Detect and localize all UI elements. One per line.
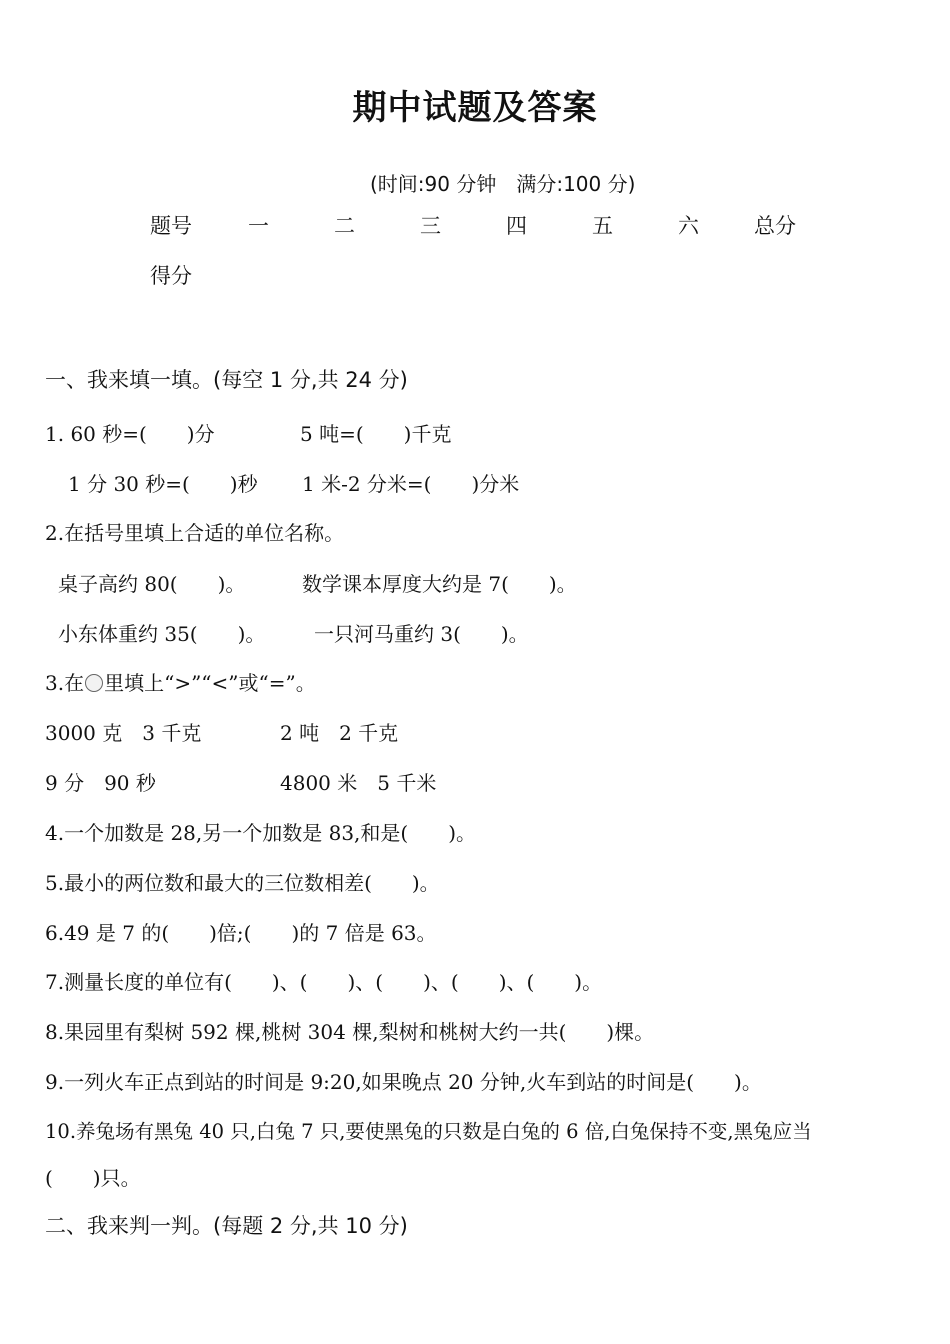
comparison-circle-icon bbox=[85, 674, 103, 692]
question-3-stem bbox=[45, 667, 316, 696]
question-2d: 一只河马重约 3( )。 bbox=[314, 622, 529, 646]
exam-time-score-info: (时间:90 分钟 满分:100 分) bbox=[370, 172, 636, 196]
question-3a: 3000 克 3 千克 bbox=[45, 721, 202, 745]
page-title: 期中试题及答案 bbox=[352, 88, 598, 128]
question-1a: 1. 60 秒=( )分 bbox=[45, 422, 215, 446]
score-header-cell: 三 bbox=[420, 214, 441, 238]
question-4: 4.一个加数是 28,另一个加数是 83,和是( )。 bbox=[45, 821, 477, 845]
score-header-cell: 二 bbox=[334, 214, 355, 238]
score-header-cell: 五 bbox=[592, 214, 613, 238]
score-table bbox=[150, 210, 850, 310]
score-row-label: 得分 bbox=[150, 264, 192, 288]
question-1c: 1 分 30 秒=( )秒 bbox=[68, 472, 258, 496]
question-3c: 9 分 90 秒 bbox=[45, 771, 156, 795]
score-table-header-row bbox=[150, 210, 850, 260]
question-1b: 5 吨=( )千克 bbox=[300, 422, 452, 446]
question-6: 6.49 是 7 的( )倍;( )的 7 倍是 63。 bbox=[45, 921, 437, 945]
question-2a: 桌子高约 80( )。 bbox=[58, 572, 246, 596]
question-7: 7.测量长度的单位有( )、( )、( )、( )、( )。 bbox=[45, 970, 603, 994]
score-header-cell: 一 bbox=[248, 214, 269, 238]
question-10-line1: 10.养兔场有黑兔 40 只,白兔 7 只,要使黑兔的只数是白兔的 6 倍,白兔保持不变,黑兔应当 bbox=[45, 1120, 812, 1143]
score-header-cell: 题号 bbox=[150, 214, 192, 238]
score-table-score-row bbox=[150, 260, 850, 310]
question-2-stem: 2.在括号里填上合适的单位名称。 bbox=[45, 521, 345, 545]
score-header-cell: 总分 bbox=[754, 214, 796, 238]
question-3-stem-post: 里填上“>”“<”或“=”。 bbox=[104, 671, 316, 695]
score-header-cell: 六 bbox=[678, 214, 699, 238]
question-2b: 数学课本厚度大约是 7( )。 bbox=[302, 572, 577, 596]
question-8: 8.果园里有梨树 592 棵,桃树 304 棵,梨树和桃树大约一共( )棵。 bbox=[45, 1020, 655, 1044]
section-2-heading: 二、我来判一判。(每题 2 分,共 10 分) bbox=[45, 1214, 408, 1238]
question-2c: 小东体重约 35( )。 bbox=[58, 622, 266, 646]
question-1d: 1 米-2 分米=( )分米 bbox=[302, 472, 520, 496]
question-5: 5.最小的两位数和最大的三位数相差( )。 bbox=[45, 871, 440, 895]
question-3-stem-pre: 3.在 bbox=[45, 671, 85, 695]
question-10-line2: ( )只。 bbox=[45, 1166, 141, 1190]
score-header-cell: 四 bbox=[506, 214, 527, 238]
question-9: 9.一列火车正点到站的时间是 9:20,如果晚点 20 分钟,火车到站的时间是( )。 bbox=[45, 1070, 762, 1094]
question-3d: 4800 米 5 千米 bbox=[280, 771, 437, 795]
question-3b: 2 吨 2 千克 bbox=[280, 721, 399, 745]
section-1-heading: 一、我来填一填。(每空 1 分,共 24 分) bbox=[45, 368, 408, 392]
